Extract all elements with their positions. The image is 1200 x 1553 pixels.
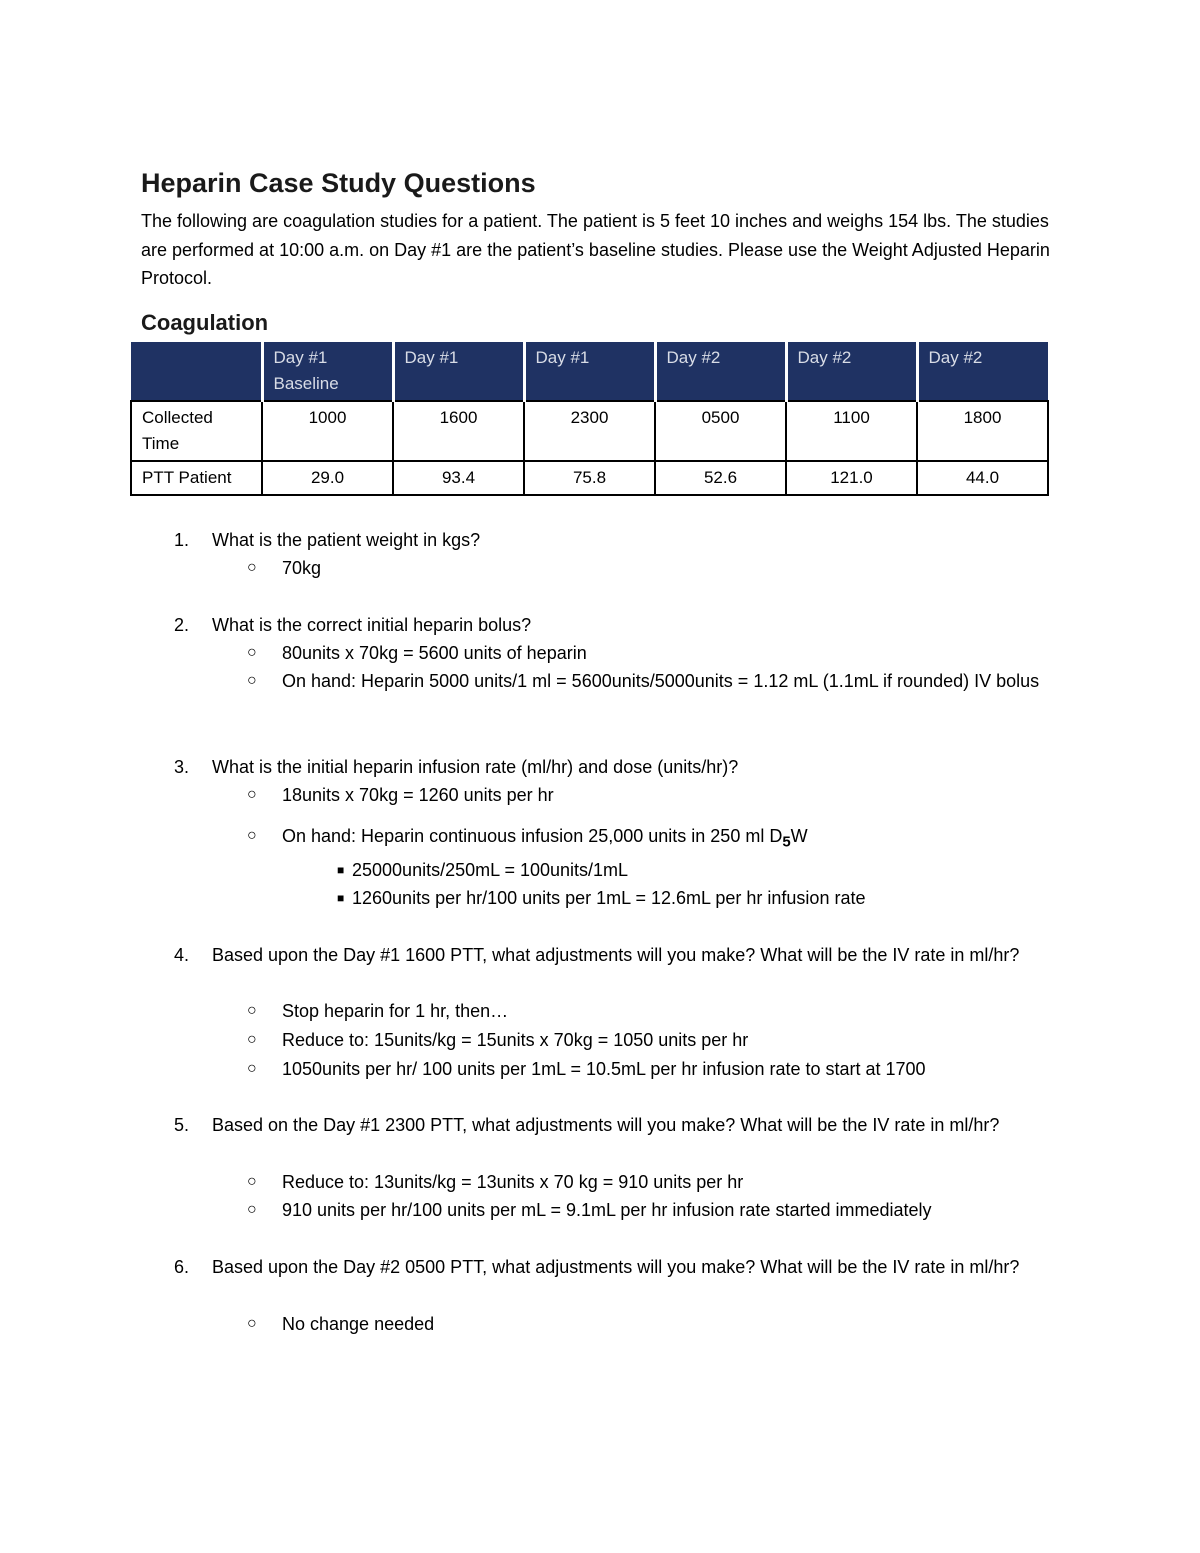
answer-text: 70kg: [282, 558, 322, 578]
question-number: 6.: [174, 1257, 190, 1277]
row-label: Collected Time: [131, 401, 262, 461]
table-header-cell: Day #1: [524, 342, 655, 401]
circle-bullet-icon: ○: [247, 644, 257, 661]
circle-bullet-icon: ○: [247, 1315, 257, 1332]
circle-bullet-icon: ○: [247, 1060, 257, 1077]
square-bullet-icon: ■: [337, 891, 345, 905]
question-text: What is the patient weight in kgs?: [212, 530, 481, 550]
row-label: PTT Patient: [131, 461, 262, 495]
coagulation-table: [130, 342, 1049, 496]
answer-text: Stop heparin for 1 hr, then…: [282, 1001, 509, 1021]
answer-text-main: On hand: Heparin continuous infusion 25,000 units in 250 ml D: [282, 826, 783, 846]
circle-bullet-icon: ○: [247, 786, 257, 803]
table-cell: 29.0: [262, 461, 393, 495]
table-header-cell: Day #2: [655, 342, 786, 401]
circle-bullet-icon: ○: [247, 672, 257, 689]
question-text: Based on the Day #1 2300 PTT, what adjustments will you make? What will be the IV rate in ml/hr?: [212, 1115, 1000, 1135]
circle-bullet-icon: ○: [247, 1173, 257, 1190]
table-header-cell: Day #2: [917, 342, 1048, 401]
table-cell: 2300: [524, 401, 655, 461]
table-cell: 93.4: [393, 461, 524, 495]
table-cell: 52.6: [655, 461, 786, 495]
table-cell: 44.0: [917, 461, 1048, 495]
table-cell: 0500: [655, 401, 786, 461]
answer-text: 18units x 70kg = 1260 units per hr: [282, 785, 554, 805]
table-cell: 1000: [262, 401, 393, 461]
question-number: 2.: [174, 615, 190, 635]
question-text: What is the initial heparin infusion rate (ml/hr) and dose (units/hr)?: [212, 757, 739, 777]
table-cell: 121.0: [786, 461, 917, 495]
page-title: Heparin Case Study Questions: [141, 168, 536, 198]
subscript-text: 5: [782, 833, 791, 851]
circle-bullet-icon: ○: [247, 1031, 257, 1048]
table-header-cell: Day #1: [393, 342, 524, 401]
question-text: Based upon the Day #2 0500 PTT, what adjustments will you make? What will be the IV rate in ml/hr?: [212, 1257, 1020, 1277]
circle-bullet-icon: ○: [247, 559, 257, 576]
section-title: Coagulation: [141, 310, 269, 335]
question-number: 4.: [174, 945, 190, 965]
table-cell: 1600: [393, 401, 524, 461]
question-number: 1.: [174, 530, 190, 550]
answer-text: Reduce to: 13units/kg = 13units x 70 kg = 910 units per hr: [282, 1172, 744, 1192]
sub-answer-text: 25000units/250mL = 100units/1mL: [352, 860, 629, 880]
answer-text: Reduce to: 15units/kg = 15units x 70kg = 1050 units per hr: [282, 1030, 749, 1050]
table-cell: 75.8: [524, 461, 655, 495]
answer-text: On hand: Heparin 5000 units/1 ml = 5600units/5000units = 1.12 mL (1.1mL if rounded) IV bolus: [282, 671, 1040, 691]
table-cell: 1100: [786, 401, 917, 461]
table-row: [131, 401, 1048, 461]
table-header-cell: Day #2: [786, 342, 917, 401]
answer-text: 1050units per hr/ 100 units per 1mL = 10.5mL per hr infusion rate to start at 1700: [282, 1059, 926, 1079]
answer-text: 80units x 70kg = 5600 units of heparin: [282, 643, 587, 663]
table-header-row: [131, 342, 1048, 401]
sub-answer-text: 1260units per hr/100 units per 1mL = 12.6mL per hr infusion rate: [352, 888, 866, 908]
answer-text: 910 units per hr/100 units per mL = 9.1mL per hr infusion rate started immediately: [282, 1200, 932, 1220]
circle-bullet-icon: ○: [247, 1002, 257, 1019]
circle-bullet-icon: ○: [247, 827, 257, 844]
question-text: Based upon the Day #1 1600 PTT, what adjustments will you make? What will be the IV rate in ml/hr?: [212, 945, 1020, 965]
table-cell: 1800: [917, 401, 1048, 461]
table-header-cell: Day #1 Baseline: [262, 342, 393, 401]
question-number: 3.: [174, 757, 190, 777]
answer-text: [282, 822, 1052, 857]
square-bullet-icon: ■: [337, 863, 345, 877]
intro-paragraph: The following are coagulation studies for a patient. The patient is 5 feet 10 inches and weighs 154 lbs. The studies are performed at 10:00 a.m. on Day #1 are the patient’s baseline studies. Please use the Weight Adjusted Heparin Protocol.: [141, 211, 1050, 288]
table-header-cell: [131, 342, 262, 401]
table-row: [131, 461, 1048, 495]
answer-text-suffix: W: [790, 826, 808, 846]
question-text: What is the correct initial heparin bolus?: [212, 615, 532, 635]
answer-text: No change needed: [282, 1314, 435, 1334]
question-number: 5.: [174, 1115, 190, 1135]
circle-bullet-icon: ○: [247, 1201, 257, 1218]
